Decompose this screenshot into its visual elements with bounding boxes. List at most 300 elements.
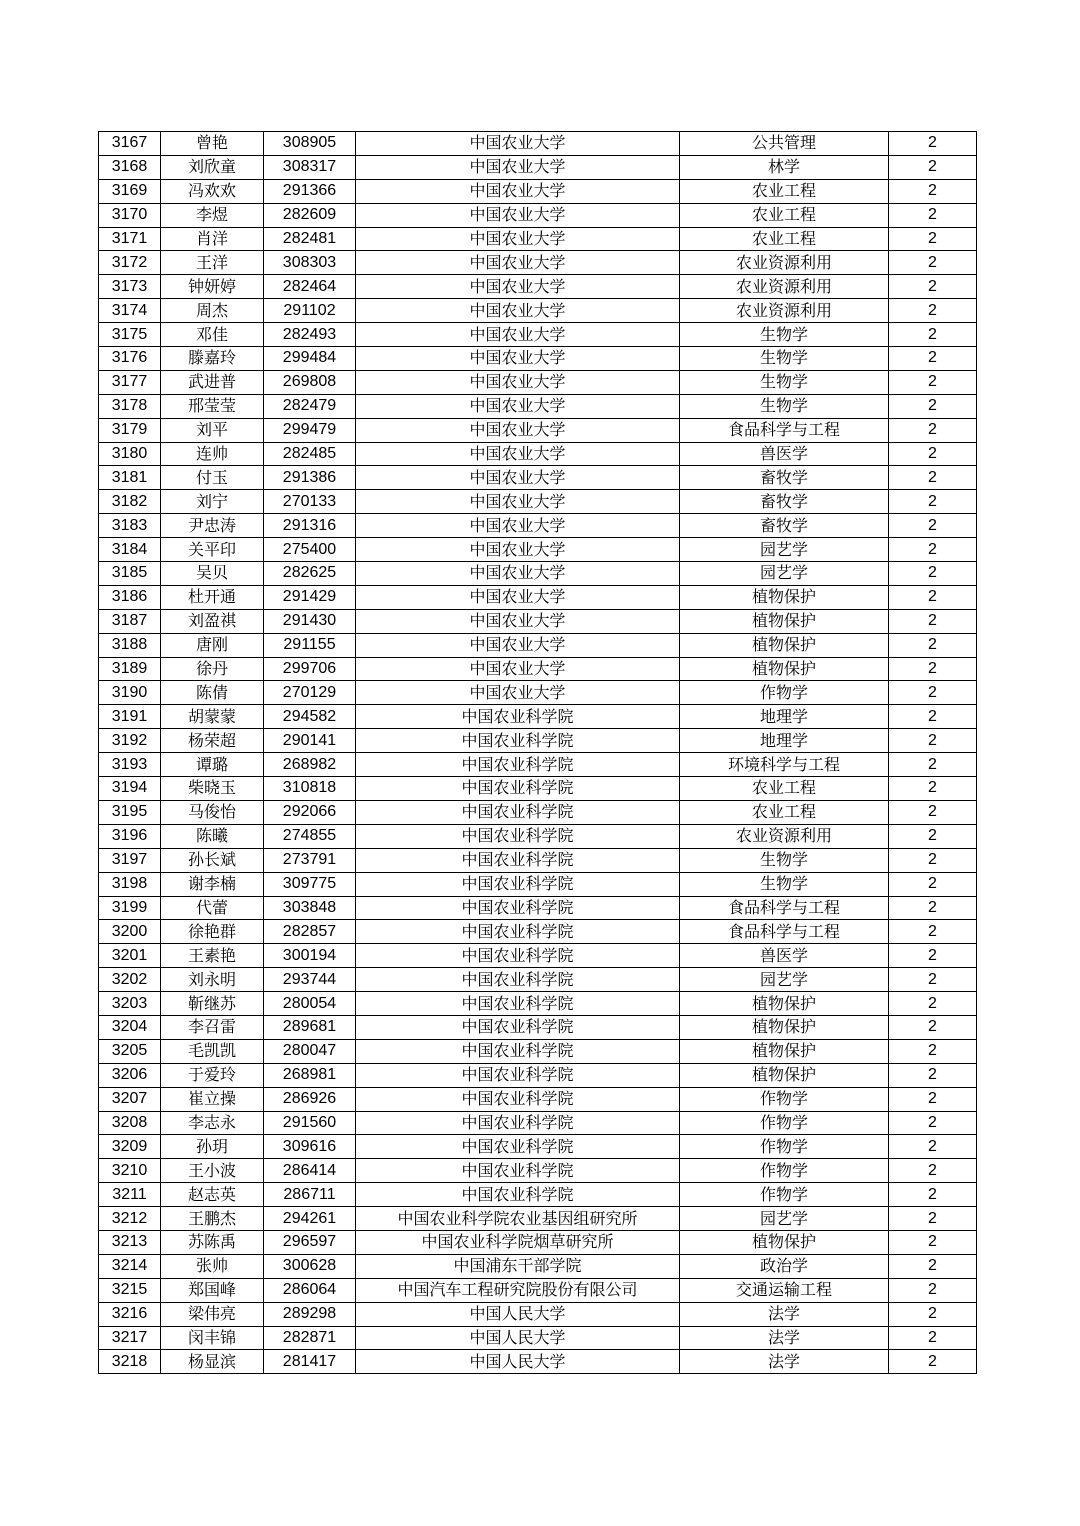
- index-cell: 3196: [99, 824, 161, 848]
- table-row: [99, 227, 977, 251]
- count-cell: 2: [889, 538, 977, 562]
- id-cell: 282857: [264, 920, 356, 944]
- table-row: [99, 203, 977, 227]
- index-cell: 3180: [99, 442, 161, 466]
- discipline-cell: 生物学: [680, 370, 889, 394]
- institution-cell: 中国农业科学院: [356, 968, 680, 992]
- id-cell: 281417: [264, 1350, 356, 1374]
- index-cell: 3199: [99, 896, 161, 920]
- name-cell: 刘平: [161, 418, 264, 442]
- name-cell: 孙玥: [161, 1135, 264, 1159]
- count-cell: 2: [889, 347, 977, 371]
- index-cell: 3201: [99, 944, 161, 968]
- id-cell: 300628: [264, 1254, 356, 1278]
- table-row: [99, 848, 977, 872]
- count-cell: 2: [889, 585, 977, 609]
- name-cell: 徐艳群: [161, 920, 264, 944]
- index-cell: 3190: [99, 681, 161, 705]
- name-cell: 杜开通: [161, 585, 264, 609]
- name-cell: 孙长斌: [161, 848, 264, 872]
- name-cell: 王素艳: [161, 944, 264, 968]
- id-cell: 275400: [264, 538, 356, 562]
- institution-cell: 中国农业大学: [356, 347, 680, 371]
- index-cell: 3181: [99, 466, 161, 490]
- name-cell: 柴晓玉: [161, 777, 264, 801]
- discipline-cell: 作物学: [680, 1159, 889, 1183]
- index-cell: 3183: [99, 514, 161, 538]
- index-cell: 3214: [99, 1254, 161, 1278]
- institution-cell: 中国农业大学: [356, 490, 680, 514]
- name-cell: 唐刚: [161, 633, 264, 657]
- table-row: [99, 442, 977, 466]
- index-cell: 3204: [99, 1015, 161, 1039]
- institution-cell: 中国农业科学院: [356, 729, 680, 753]
- id-cell: 294261: [264, 1207, 356, 1231]
- name-cell: 刘盈祺: [161, 609, 264, 633]
- institution-cell: 中国农业大学: [356, 585, 680, 609]
- id-cell: 268981: [264, 1063, 356, 1087]
- table-row: [99, 681, 977, 705]
- name-cell: 李召雷: [161, 1015, 264, 1039]
- count-cell: 2: [889, 1207, 977, 1231]
- name-cell: 邢莹莹: [161, 394, 264, 418]
- id-cell: 268982: [264, 753, 356, 777]
- discipline-cell: 植物保护: [680, 633, 889, 657]
- id-cell: 303848: [264, 896, 356, 920]
- table-row: [99, 1015, 977, 1039]
- index-cell: 3176: [99, 347, 161, 371]
- discipline-cell: 畜牧学: [680, 490, 889, 514]
- table-row: [99, 1111, 977, 1135]
- index-cell: 3187: [99, 609, 161, 633]
- name-cell: 关平印: [161, 538, 264, 562]
- institution-cell: 中国汽车工程研究院股份有限公司: [356, 1278, 680, 1302]
- count-cell: 2: [889, 872, 977, 896]
- institution-cell: 中国农业科学院: [356, 872, 680, 896]
- institution-cell: 中国人民大学: [356, 1302, 680, 1326]
- id-cell: 282481: [264, 227, 356, 251]
- name-cell: 杨荣超: [161, 729, 264, 753]
- table-row: [99, 1159, 977, 1183]
- institution-cell: 中国农业大学: [356, 132, 680, 156]
- index-cell: 3169: [99, 179, 161, 203]
- id-cell: 291366: [264, 179, 356, 203]
- count-cell: 2: [889, 227, 977, 251]
- discipline-cell: 植物保护: [680, 992, 889, 1016]
- id-cell: 291429: [264, 585, 356, 609]
- table-row: [99, 1326, 977, 1350]
- table-row: [99, 132, 977, 156]
- discipline-cell: 生物学: [680, 347, 889, 371]
- count-cell: 2: [889, 132, 977, 156]
- id-cell: 296597: [264, 1230, 356, 1254]
- name-cell: 胡蒙蒙: [161, 705, 264, 729]
- table-row: [99, 729, 977, 753]
- count-cell: 2: [889, 896, 977, 920]
- index-cell: 3192: [99, 729, 161, 753]
- name-cell: 王洋: [161, 251, 264, 275]
- institution-cell: 中国浦东干部学院: [356, 1254, 680, 1278]
- table-row: [99, 1230, 977, 1254]
- id-cell: 310818: [264, 777, 356, 801]
- index-cell: 3194: [99, 777, 161, 801]
- table-row: [99, 418, 977, 442]
- name-cell: 崔立操: [161, 1087, 264, 1111]
- table-row: [99, 657, 977, 681]
- id-cell: 273791: [264, 848, 356, 872]
- id-cell: 282493: [264, 323, 356, 347]
- discipline-cell: 园艺学: [680, 538, 889, 562]
- discipline-cell: 农业资源利用: [680, 251, 889, 275]
- table-row: [99, 562, 977, 586]
- discipline-cell: 作物学: [680, 1111, 889, 1135]
- institution-cell: 中国农业大学: [356, 370, 680, 394]
- id-cell: 282479: [264, 394, 356, 418]
- count-cell: 2: [889, 777, 977, 801]
- count-cell: 2: [889, 920, 977, 944]
- index-cell: 3200: [99, 920, 161, 944]
- table-row: [99, 1135, 977, 1159]
- count-cell: 2: [889, 705, 977, 729]
- institution-cell: 中国农业大学: [356, 442, 680, 466]
- id-cell: 293744: [264, 968, 356, 992]
- institution-cell: 中国农业大学: [356, 179, 680, 203]
- count-cell: 2: [889, 394, 977, 418]
- count-cell: 2: [889, 681, 977, 705]
- index-cell: 3212: [99, 1207, 161, 1231]
- table-row: [99, 968, 977, 992]
- discipline-cell: 植物保护: [680, 657, 889, 681]
- institution-cell: 中国农业科学院: [356, 992, 680, 1016]
- count-cell: 2: [889, 442, 977, 466]
- id-cell: 286711: [264, 1183, 356, 1207]
- discipline-cell: 园艺学: [680, 1207, 889, 1231]
- discipline-cell: 农业资源利用: [680, 275, 889, 299]
- count-cell: 2: [889, 753, 977, 777]
- discipline-cell: 食品科学与工程: [680, 418, 889, 442]
- name-cell: 冯欢欢: [161, 179, 264, 203]
- table-row: [99, 944, 977, 968]
- index-cell: 3175: [99, 323, 161, 347]
- id-cell: 291155: [264, 633, 356, 657]
- id-cell: 299484: [264, 347, 356, 371]
- count-cell: 2: [889, 1278, 977, 1302]
- table-row: [99, 1254, 977, 1278]
- name-cell: 陈曦: [161, 824, 264, 848]
- table-row: [99, 538, 977, 562]
- index-cell: 3182: [99, 490, 161, 514]
- id-cell: 280047: [264, 1039, 356, 1063]
- count-cell: 2: [889, 562, 977, 586]
- count-cell: 2: [889, 824, 977, 848]
- institution-cell: 中国农业大学: [356, 609, 680, 633]
- institution-cell: 中国农业科学院烟草研究所: [356, 1230, 680, 1254]
- discipline-cell: 畜牧学: [680, 514, 889, 538]
- count-cell: 2: [889, 657, 977, 681]
- institution-cell: 中国农业大学: [356, 538, 680, 562]
- institution-cell: 中国农业科学院: [356, 1063, 680, 1087]
- name-cell: 张帅: [161, 1254, 264, 1278]
- table-row: [99, 753, 977, 777]
- id-cell: 291102: [264, 299, 356, 323]
- count-cell: 2: [889, 1087, 977, 1111]
- discipline-cell: 政治学: [680, 1254, 889, 1278]
- index-cell: 3185: [99, 562, 161, 586]
- table-row: [99, 896, 977, 920]
- table-row: [99, 609, 977, 633]
- count-cell: 2: [889, 251, 977, 275]
- count-cell: 2: [889, 299, 977, 323]
- discipline-cell: 法学: [680, 1302, 889, 1326]
- index-cell: 3171: [99, 227, 161, 251]
- name-cell: 李志永: [161, 1111, 264, 1135]
- table-row: [99, 1350, 977, 1374]
- discipline-cell: 农业工程: [680, 203, 889, 227]
- count-cell: 2: [889, 370, 977, 394]
- count-cell: 2: [889, 1135, 977, 1159]
- discipline-cell: 公共管理: [680, 132, 889, 156]
- id-cell: 274855: [264, 824, 356, 848]
- name-cell: 刘永明: [161, 968, 264, 992]
- index-cell: 3168: [99, 155, 161, 179]
- table-row: [99, 1302, 977, 1326]
- count-cell: 2: [889, 179, 977, 203]
- name-cell: 谢李楠: [161, 872, 264, 896]
- table-row: [99, 1278, 977, 1302]
- count-cell: 2: [889, 848, 977, 872]
- name-cell: 王鹏杰: [161, 1207, 264, 1231]
- name-cell: 邓佳: [161, 323, 264, 347]
- discipline-cell: 食品科学与工程: [680, 896, 889, 920]
- name-cell: 毛凯凯: [161, 1039, 264, 1063]
- discipline-cell: 生物学: [680, 872, 889, 896]
- institution-cell: 中国农业大学: [356, 633, 680, 657]
- name-cell: 代蕾: [161, 896, 264, 920]
- discipline-cell: 植物保护: [680, 609, 889, 633]
- name-cell: 刘欣童: [161, 155, 264, 179]
- id-cell: 280054: [264, 992, 356, 1016]
- table-row: [99, 1183, 977, 1207]
- discipline-cell: 作物学: [680, 1135, 889, 1159]
- name-cell: 武进普: [161, 370, 264, 394]
- institution-cell: 中国农业科学院: [356, 777, 680, 801]
- discipline-cell: 生物学: [680, 848, 889, 872]
- index-cell: 3179: [99, 418, 161, 442]
- institution-cell: 中国农业大学: [356, 394, 680, 418]
- index-cell: 3167: [99, 132, 161, 156]
- id-cell: 291430: [264, 609, 356, 633]
- index-cell: 3193: [99, 753, 161, 777]
- discipline-cell: 农业工程: [680, 777, 889, 801]
- id-cell: 270133: [264, 490, 356, 514]
- name-cell: 王小波: [161, 1159, 264, 1183]
- table-row: [99, 323, 977, 347]
- institution-cell: 中国农业科学院: [356, 944, 680, 968]
- institution-cell: 中国农业科学院: [356, 848, 680, 872]
- index-cell: 3205: [99, 1039, 161, 1063]
- table-row: [99, 370, 977, 394]
- discipline-cell: 植物保护: [680, 1039, 889, 1063]
- institution-cell: 中国农业大学: [356, 251, 680, 275]
- id-cell: 290141: [264, 729, 356, 753]
- discipline-cell: 林学: [680, 155, 889, 179]
- institution-cell: 中国农业大学: [356, 514, 680, 538]
- index-cell: 3206: [99, 1063, 161, 1087]
- discipline-cell: 地理学: [680, 729, 889, 753]
- institution-cell: 中国农业大学: [356, 466, 680, 490]
- count-cell: 2: [889, 155, 977, 179]
- discipline-cell: 农业工程: [680, 227, 889, 251]
- id-cell: 289298: [264, 1302, 356, 1326]
- institution-cell: 中国农业科学院: [356, 705, 680, 729]
- table-row: [99, 824, 977, 848]
- count-cell: 2: [889, 1039, 977, 1063]
- institution-cell: 中国农业科学院: [356, 1087, 680, 1111]
- index-cell: 3211: [99, 1183, 161, 1207]
- index-cell: 3210: [99, 1159, 161, 1183]
- discipline-cell: 作物学: [680, 681, 889, 705]
- institution-cell: 中国农业科学院: [356, 1183, 680, 1207]
- count-cell: 2: [889, 418, 977, 442]
- institution-cell: 中国农业大学: [356, 155, 680, 179]
- index-cell: 3172: [99, 251, 161, 275]
- table-row: [99, 800, 977, 824]
- table-row: [99, 920, 977, 944]
- discipline-cell: 作物学: [680, 1183, 889, 1207]
- table-body: [99, 132, 977, 1374]
- count-cell: 2: [889, 1326, 977, 1350]
- index-cell: 3203: [99, 992, 161, 1016]
- name-cell: 杨显滨: [161, 1350, 264, 1374]
- index-cell: 3197: [99, 848, 161, 872]
- index-cell: 3178: [99, 394, 161, 418]
- institution-cell: 中国农业科学院农业基因组研究所: [356, 1207, 680, 1231]
- table-row: [99, 585, 977, 609]
- name-cell: 吴贝: [161, 562, 264, 586]
- count-cell: 2: [889, 729, 977, 753]
- id-cell: 286926: [264, 1087, 356, 1111]
- name-cell: 曾艳: [161, 132, 264, 156]
- index-cell: 3198: [99, 872, 161, 896]
- table-row: [99, 1039, 977, 1063]
- name-cell: 徐丹: [161, 657, 264, 681]
- table-row: [99, 347, 977, 371]
- index-cell: 3189: [99, 657, 161, 681]
- table-row: [99, 179, 977, 203]
- discipline-cell: 农业工程: [680, 179, 889, 203]
- institution-cell: 中国农业大学: [356, 418, 680, 442]
- discipline-cell: 法学: [680, 1326, 889, 1350]
- count-cell: 2: [889, 323, 977, 347]
- id-cell: 299479: [264, 418, 356, 442]
- discipline-cell: 作物学: [680, 1087, 889, 1111]
- table-row: [99, 1207, 977, 1231]
- id-cell: 308317: [264, 155, 356, 179]
- id-cell: 309616: [264, 1135, 356, 1159]
- count-cell: 2: [889, 968, 977, 992]
- id-cell: 309775: [264, 872, 356, 896]
- table-row: [99, 394, 977, 418]
- institution-cell: 中国人民大学: [356, 1350, 680, 1374]
- name-cell: 于爱玲: [161, 1063, 264, 1087]
- index-cell: 3208: [99, 1111, 161, 1135]
- discipline-cell: 植物保护: [680, 1063, 889, 1087]
- index-cell: 3174: [99, 299, 161, 323]
- name-cell: 赵志英: [161, 1183, 264, 1207]
- count-cell: 2: [889, 1111, 977, 1135]
- name-cell: 付玉: [161, 466, 264, 490]
- index-cell: 3173: [99, 275, 161, 299]
- id-cell: 282464: [264, 275, 356, 299]
- name-cell: 周杰: [161, 299, 264, 323]
- id-cell: 291386: [264, 466, 356, 490]
- id-cell: 299706: [264, 657, 356, 681]
- index-cell: 3218: [99, 1350, 161, 1374]
- table-row: [99, 490, 977, 514]
- discipline-cell: 畜牧学: [680, 466, 889, 490]
- name-cell: 靳继苏: [161, 992, 264, 1016]
- index-cell: 3216: [99, 1302, 161, 1326]
- count-cell: 2: [889, 466, 977, 490]
- institution-cell: 中国人民大学: [356, 1326, 680, 1350]
- index-cell: 3195: [99, 800, 161, 824]
- institution-cell: 中国农业大学: [356, 681, 680, 705]
- count-cell: 2: [889, 800, 977, 824]
- id-cell: 291316: [264, 514, 356, 538]
- name-cell: 马俊怡: [161, 800, 264, 824]
- discipline-cell: 植物保护: [680, 1015, 889, 1039]
- institution-cell: 中国农业大学: [356, 657, 680, 681]
- count-cell: 2: [889, 1063, 977, 1087]
- index-cell: 3202: [99, 968, 161, 992]
- institution-cell: 中国农业大学: [356, 275, 680, 299]
- index-cell: 3213: [99, 1230, 161, 1254]
- id-cell: 308905: [264, 132, 356, 156]
- discipline-cell: 园艺学: [680, 562, 889, 586]
- discipline-cell: 农业资源利用: [680, 299, 889, 323]
- institution-cell: 中国农业科学院: [356, 1015, 680, 1039]
- institution-cell: 中国农业科学院: [356, 896, 680, 920]
- count-cell: 2: [889, 609, 977, 633]
- index-cell: 3177: [99, 370, 161, 394]
- index-cell: 3207: [99, 1087, 161, 1111]
- id-cell: 286414: [264, 1159, 356, 1183]
- count-cell: 2: [889, 1159, 977, 1183]
- discipline-cell: 生物学: [680, 394, 889, 418]
- name-cell: 肖洋: [161, 227, 264, 251]
- discipline-cell: 环境科学与工程: [680, 753, 889, 777]
- institution-cell: 中国农业科学院: [356, 1111, 680, 1135]
- name-cell: 尹忠涛: [161, 514, 264, 538]
- id-cell: 282871: [264, 1326, 356, 1350]
- name-cell: 谭璐: [161, 753, 264, 777]
- id-cell: 308303: [264, 251, 356, 275]
- id-cell: 270129: [264, 681, 356, 705]
- name-cell: 李煜: [161, 203, 264, 227]
- discipline-cell: 交通运输工程: [680, 1278, 889, 1302]
- id-cell: 282609: [264, 203, 356, 227]
- award-list-table: [98, 131, 977, 1374]
- institution-cell: 中国农业大学: [356, 323, 680, 347]
- count-cell: 2: [889, 203, 977, 227]
- table-row: [99, 275, 977, 299]
- institution-cell: 中国农业大学: [356, 299, 680, 323]
- id-cell: 282625: [264, 562, 356, 586]
- index-cell: 3170: [99, 203, 161, 227]
- name-cell: 钟妍婷: [161, 275, 264, 299]
- name-cell: 陈倩: [161, 681, 264, 705]
- name-cell: 连帅: [161, 442, 264, 466]
